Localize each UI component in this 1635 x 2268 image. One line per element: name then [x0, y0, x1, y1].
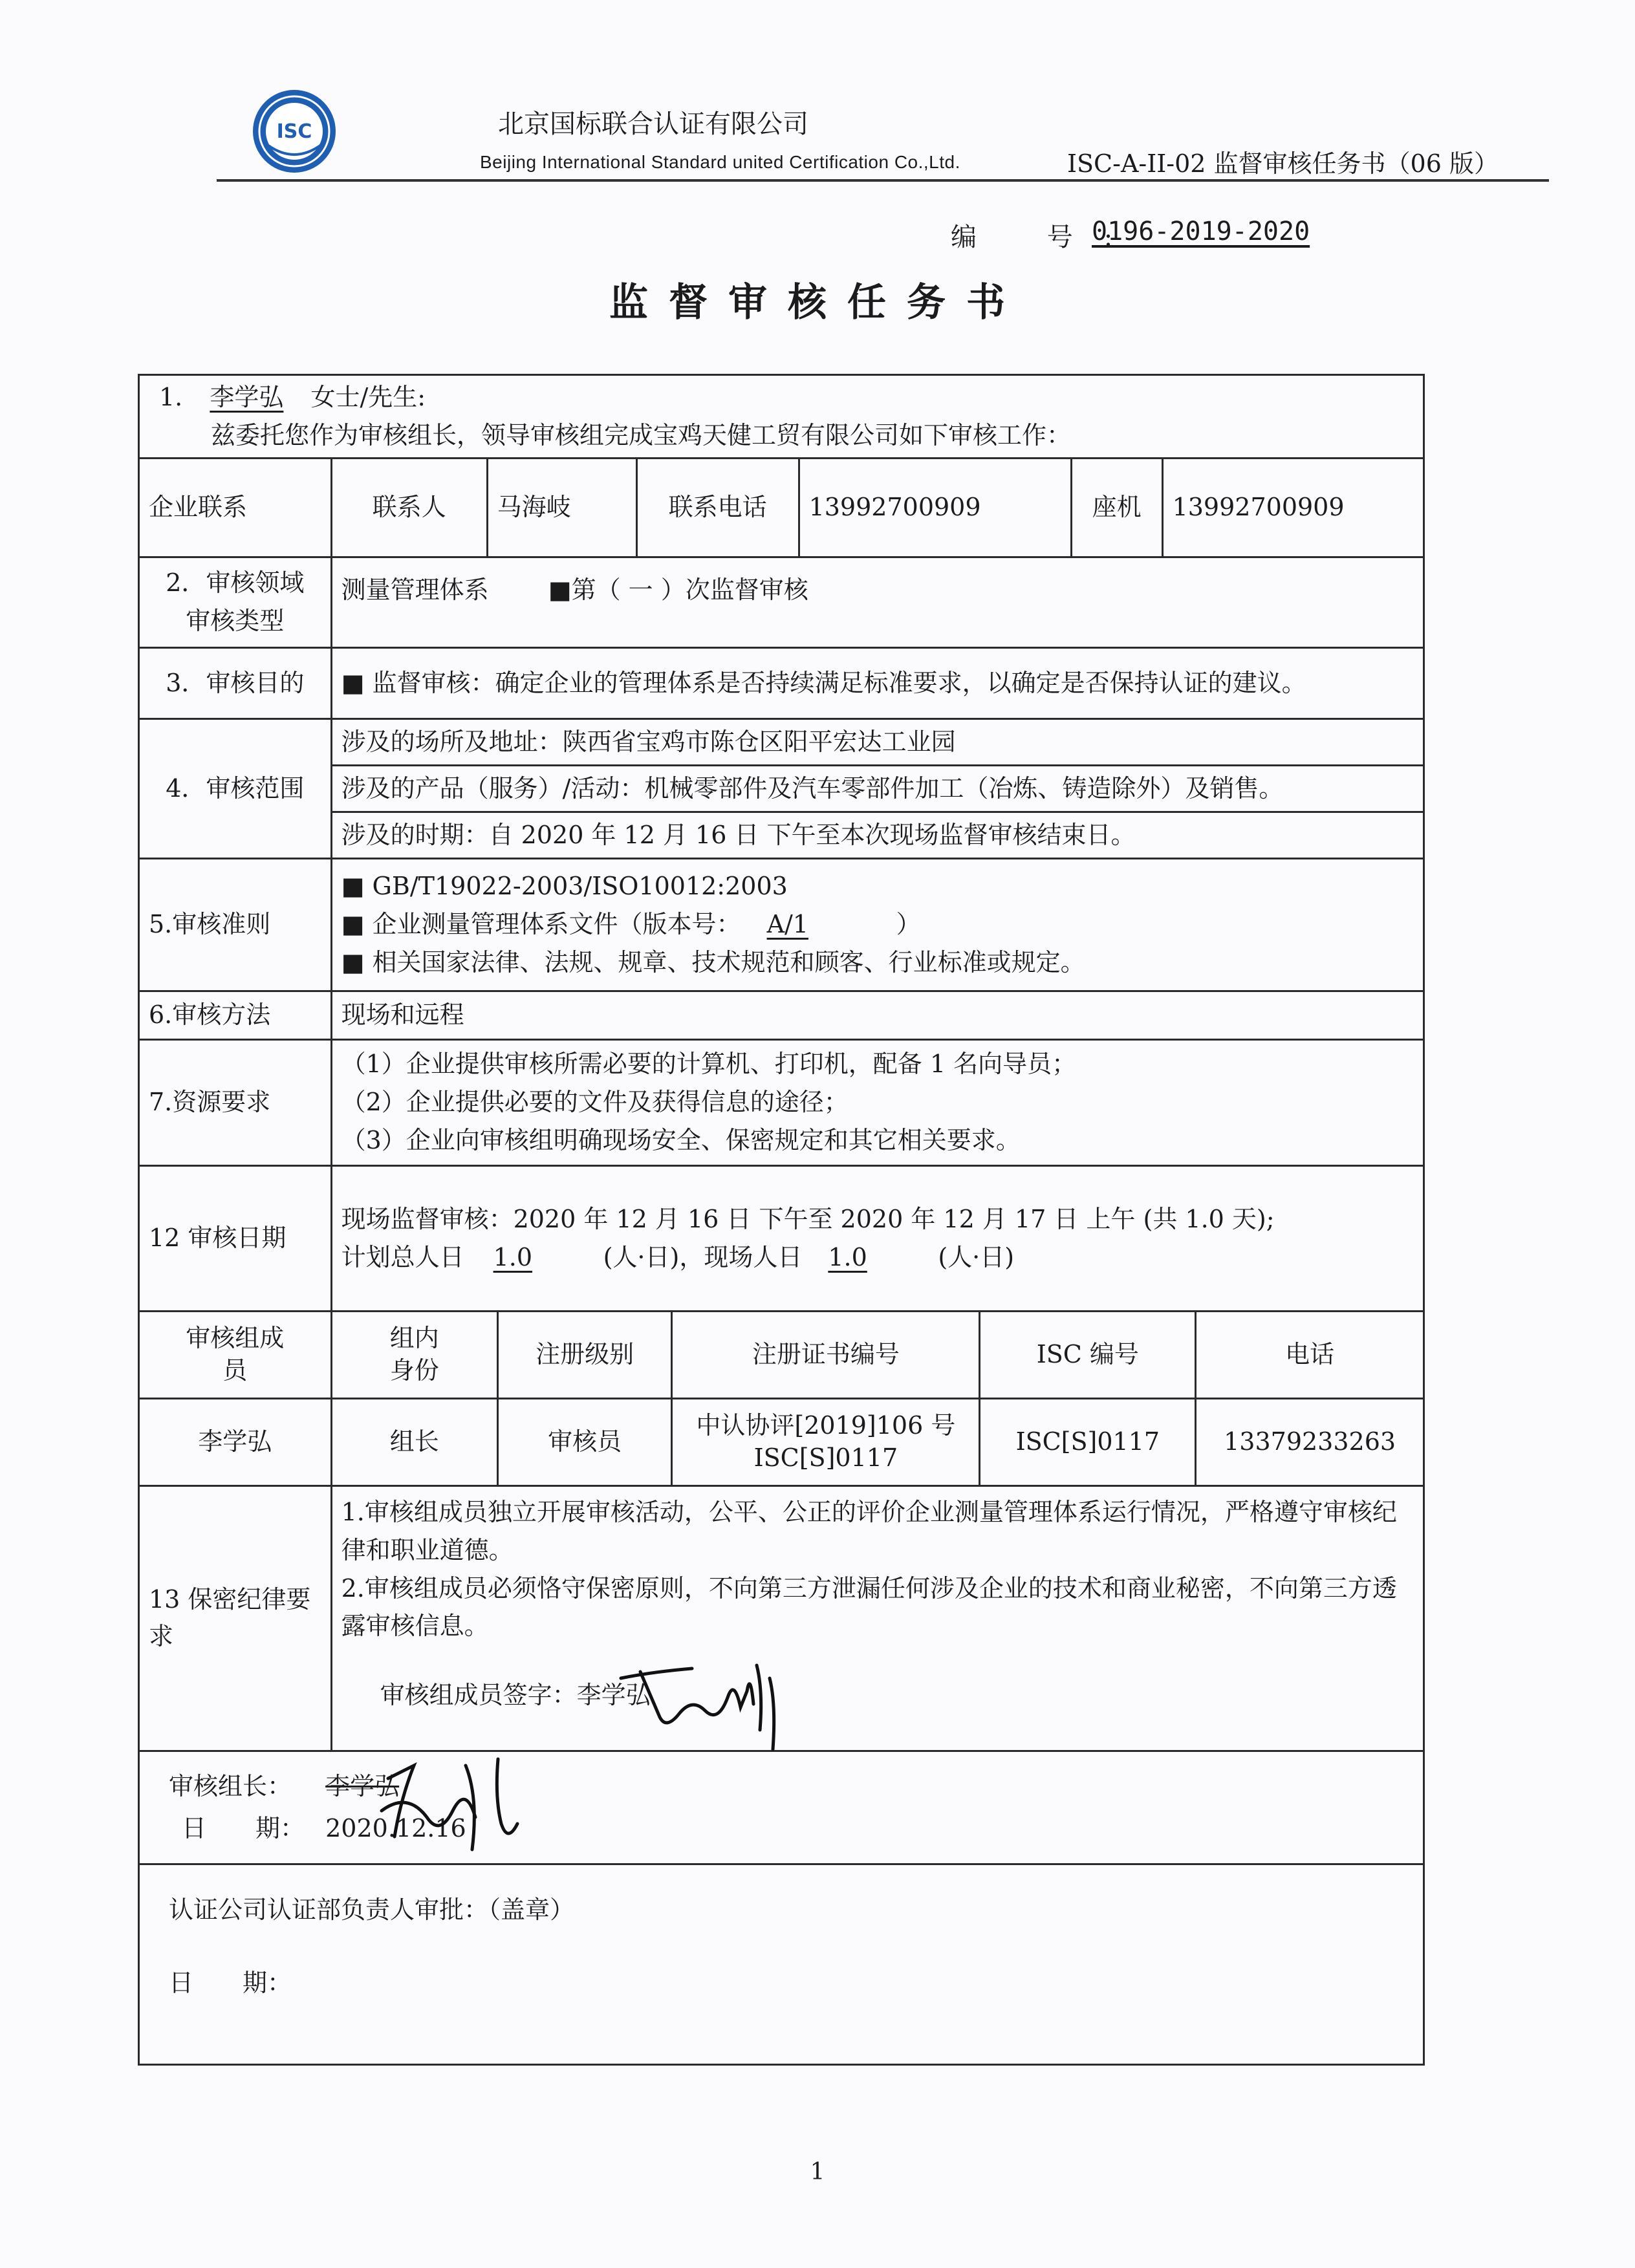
contact-person: 马海岐: [487, 459, 636, 556]
leader-date-label: 日 期：: [182, 1813, 305, 1842]
team-header-member: 审核组成员: [139, 1311, 332, 1398]
criteria-docs: [341, 905, 1414, 944]
header-divider: [217, 179, 1549, 182]
scope-site: 涉及的场所及地址：陕西省宝鸡市陈仓区阳平宏达工业园: [331, 718, 1424, 765]
section-2-label: [139, 557, 332, 647]
criteria-docs-version: A/1: [766, 910, 808, 939]
page-number: 1: [810, 2159, 825, 2185]
contact-label: 企业联系: [139, 458, 332, 557]
company-name-cn: 北京国标联合认证有限公司: [498, 109, 808, 139]
section-4-row-product: [139, 765, 1424, 812]
confidentiality-2: 2.审核组成员必须恪守保密原则，不向第三方泄漏任何涉及企业的技术和商业秘密，不向第三方透露审核信息。: [341, 1573, 1397, 1641]
section-13-label: 13 保密纪律要求: [139, 1485, 332, 1751]
onsite-mandays-label: (人·日)，现场人日: [603, 1242, 803, 1271]
section-6-row: [139, 991, 1424, 1039]
onsite-mandays: 1.0: [828, 1242, 867, 1271]
planned-mandays: 1.0: [493, 1242, 533, 1271]
contact-phone-label: 联系电话: [636, 459, 799, 556]
approval-date-label: 日 期：: [169, 1968, 292, 1997]
section-7-row: [139, 1039, 1424, 1165]
member-level: 审核员: [498, 1398, 672, 1485]
section-2-label-field: 2．审核领域: [166, 568, 305, 598]
member-phone: 13379233263: [1196, 1398, 1424, 1485]
logo-text: ISC: [276, 120, 312, 143]
resource-2: （2）企业提供必要的文件及获得信息的途径；: [341, 1088, 849, 1117]
doc-number-label: 编 号:: [951, 222, 1144, 252]
criteria-standard: ■ GB/T19022-2003/ISO10012:2003: [341, 872, 788, 901]
member-cert: [672, 1398, 980, 1485]
criteria-docs-prefix: ■ 企业测量管理体系文件（版本号：: [341, 910, 741, 939]
form-code: ISC-A-II-02 监督审核任务书（06 版）: [1067, 149, 1499, 178]
contact-row: [139, 458, 1424, 557]
member-cert-line1: 中认协评[2019]106 号: [696, 1411, 956, 1440]
criteria-docs-suffix: ）: [896, 910, 921, 939]
member-cert-line2: ISC[S]0117: [753, 1443, 898, 1472]
leader-signature-mark: [369, 1740, 537, 1863]
mandays-unit: (人·日): [938, 1242, 1015, 1271]
section-2-row: [139, 557, 1424, 647]
audit-field: 测量管理体系: [341, 575, 489, 604]
audit-type: ■第（ 一 ）次监督审核: [548, 575, 808, 604]
scope-product: 涉及的产品（服务）/活动：机械零部件及汽车零部件加工（冶炼、铸造除外）及销售。: [331, 765, 1424, 812]
page-title: 监督审核任务书: [609, 280, 1026, 325]
section-5-row: [139, 858, 1424, 991]
approval-row: [139, 1864, 1424, 2064]
audit-method: 现场和远程: [331, 991, 1424, 1039]
section-6-label: 6.审核方法: [139, 991, 332, 1039]
landline: 13992700909: [1172, 493, 1345, 522]
resource-1: （1）企业提供审核所需必要的计算机、打印机，配备 1 名向导员；: [341, 1050, 1077, 1079]
approval-label: 认证公司认证部负责人审批：（盖章）: [169, 1895, 575, 1924]
planned-mandays-label: 计划总人日: [341, 1242, 464, 1271]
section-1-row: [139, 375, 1424, 459]
section-12-label: 12 审核日期: [139, 1165, 332, 1311]
contact-phone: 13992700909: [799, 459, 1071, 556]
leader-name: 李学弘: [325, 1772, 400, 1801]
criteria-regulations: ■ 相关国家法律、法规、规章、技术规范和顾客、行业标准或规定。: [341, 948, 1085, 977]
isc-logo: [249, 86, 340, 177]
confidentiality-1: 1.审核组成员独立开展审核活动，公平、公正的评价企业测量管理体系运行情况，严格遵守审核纪律和职业道德。: [341, 1497, 1397, 1564]
salutation: 女士/先生:: [310, 383, 426, 411]
section-4-row-site: [139, 718, 1424, 765]
scope-period: 涉及的时期：自 2020 年 12 月 16 日 下午至本次现场监督审核结束日。: [331, 812, 1424, 858]
member-isc: ISC[S]0117: [980, 1398, 1196, 1485]
audit-purpose: ■ 监督审核：确定企业的管理体系是否持续满足标准要求，以确定是否保持认证的建议。: [331, 647, 1424, 718]
section-12-row: [139, 1165, 1424, 1311]
member-signature-mark: [614, 1652, 796, 1762]
team-header-phone: 电话: [1196, 1311, 1424, 1398]
member-name: 李学弘: [139, 1398, 332, 1485]
team-header-cert: 注册证书编号: [672, 1311, 980, 1398]
section-4-label: 4．审核范围: [139, 718, 332, 858]
section-1-num: 1.: [159, 383, 183, 411]
team-header-role: 组内身份: [331, 1311, 497, 1398]
audit-task-table: [138, 374, 1425, 2066]
member-signature-label: 审核组成员签字：: [380, 1681, 577, 1710]
section-4-row-period: [139, 812, 1424, 858]
contact-person-label: 联系人: [332, 459, 488, 556]
section-3-label: 3．审核目的: [139, 647, 332, 718]
leader-label: 审核组长：: [169, 1772, 292, 1801]
section-2-label-type: 审核类型: [186, 607, 285, 636]
landline-label: 座机: [1071, 459, 1162, 556]
member-role: 组长: [331, 1398, 497, 1485]
leader-row: [139, 1751, 1424, 1864]
section-7-label: 7.资源要求: [139, 1039, 332, 1165]
member-signature-name: 李学弘: [576, 1681, 651, 1710]
section-5-label: 5.审核准则: [139, 858, 332, 991]
team-header-isc: ISC 编号: [980, 1311, 1196, 1398]
resource-3: （3）企业向审核组明确现场安全、保密规定和其它相关要求。: [341, 1126, 1021, 1155]
audit-dates: 现场监督审核：2020 年 12 月 16 日 下午至 2020 年 12 月 17 日 上午 (共 1.0 天);: [341, 1204, 1275, 1233]
leader-date: 2020.12.16: [325, 1813, 466, 1842]
commission-text: 兹委托您作为审核组长，领导审核组完成宝鸡天健工贸有限公司如下审核工作：: [211, 420, 1072, 449]
team-member-row: [139, 1398, 1424, 1485]
doc-number: 0196-2019-2020: [1092, 217, 1310, 246]
auditor-name: 李学弘: [210, 383, 284, 411]
company-name-en: Beijing International Standard united Certification Co.,Ltd.: [480, 152, 960, 172]
section-3-row: [139, 647, 1424, 718]
team-header-row: [139, 1311, 1424, 1398]
team-header-level: 注册级别: [498, 1311, 672, 1398]
